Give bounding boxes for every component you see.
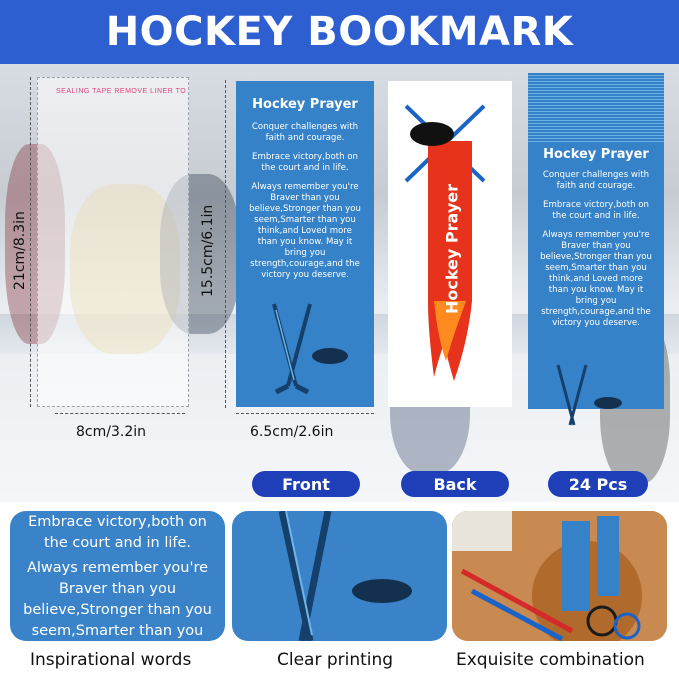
detail-exquisite-combination <box>452 511 667 641</box>
sleeve-height-label: 21cm/8.3in <box>12 211 28 290</box>
detail-line: believe,Stronger than you <box>23 602 212 618</box>
card-line: Embrace victory,both on the court and in life. <box>252 152 358 173</box>
card-line: Conquer challenges with faith and courage. <box>251 122 359 143</box>
hockey-sticks-icon <box>236 296 374 406</box>
dimension-line <box>55 413 185 414</box>
card-line: Always remember you're Braver than you believe,Stronger than you seem,Smarter than you think,and Loved more than you know. May it bring you strength,courage,and the victory you deserve. <box>249 182 361 280</box>
card-line: Always remember you're Braver than you believe,Stronger than you seem,Smarter than you think,and Loved more than you know. May it bring you strength,courage,and the victory you deserve. <box>540 230 652 328</box>
detail-line: Embrace victory,both on <box>28 514 207 530</box>
hockey-sticks-closeup-icon <box>232 511 447 641</box>
card-title: Hockey Prayer <box>252 97 358 112</box>
product-set-photo <box>452 511 667 641</box>
page-title: HOCKEY BOOKMARK <box>105 9 574 55</box>
sealing-tape-text: SEALING TAPE REMOVE LINER TO <box>56 88 187 95</box>
bookmark-third <box>528 73 664 409</box>
caption-exquisite-combination: Exquisite combination <box>456 650 645 670</box>
dimension-line <box>236 413 374 414</box>
clear-sleeve <box>37 77 189 407</box>
sleeve-width-label: 8cm/3.2in <box>76 424 146 440</box>
caption-clear-printing: Clear printing <box>277 650 394 670</box>
detail-line: seem,Smarter than you <box>31 623 204 639</box>
dimension-line <box>225 80 226 408</box>
dimension-line <box>30 77 31 407</box>
caption-inspirational-words: Inspirational words <box>30 650 192 670</box>
detail-inspirational-words <box>10 511 225 641</box>
detail-line: Braver than you <box>58 581 177 597</box>
stripe-pattern <box>528 73 664 143</box>
card-width-label: 6.5cm/2.6in <box>250 424 334 440</box>
front-label: Front <box>252 471 360 497</box>
back-card-title: Hockey Prayer <box>442 183 462 315</box>
card-title: Hockey Prayer <box>543 147 649 162</box>
header-banner <box>0 0 679 64</box>
detail-line: Always remember you're <box>26 560 209 576</box>
bookmark-back <box>388 81 512 407</box>
bookmark-front <box>236 81 374 407</box>
count-label: 24 Pcs <box>548 471 648 497</box>
card-line: Conquer challenges with faith and courage. <box>542 170 650 191</box>
card-line: Embrace victory,both on the court and in life. <box>543 200 649 221</box>
card-height-label: 15.5cm/6.1in <box>200 204 216 297</box>
detail-line: the court and in life. <box>43 535 192 551</box>
hockey-sticks-icon <box>528 363 664 433</box>
back-label: Back <box>401 471 509 497</box>
detail-clear-printing <box>232 511 447 641</box>
